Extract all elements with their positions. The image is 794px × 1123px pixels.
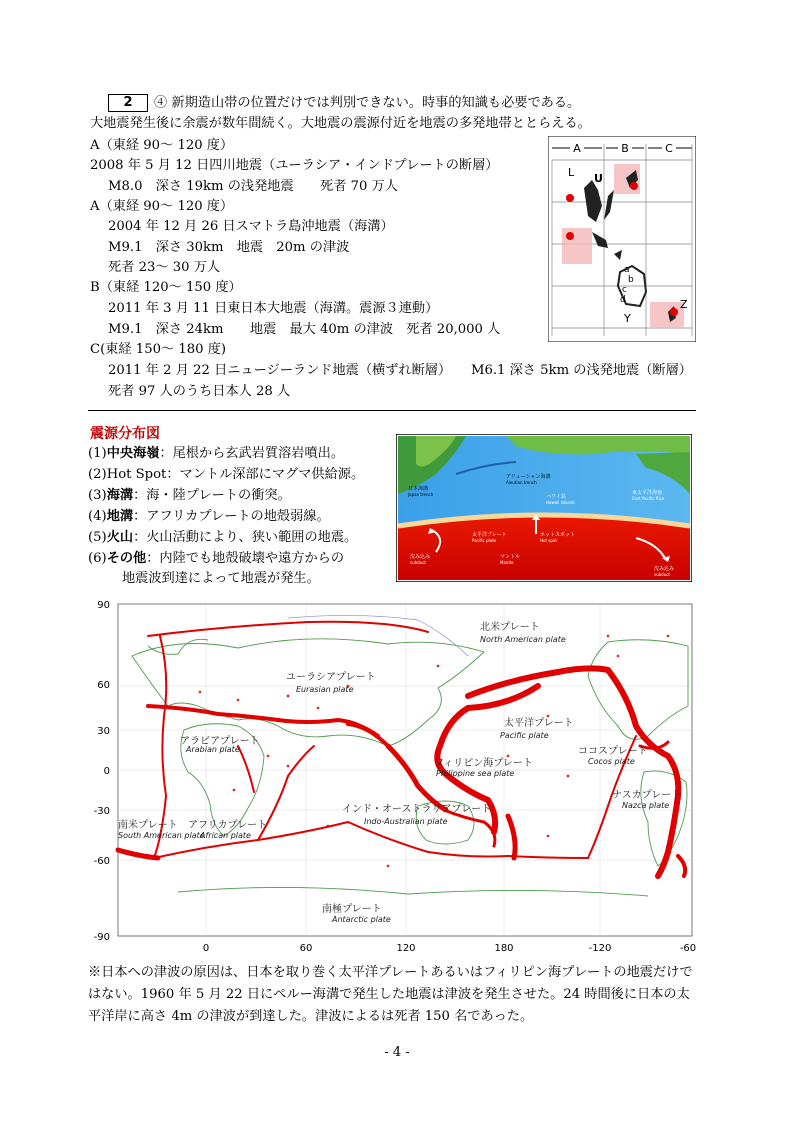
plate-indo-australian: インド・オーストラリアプレート bbox=[342, 804, 492, 815]
plate-philippine-en: Philippine sea plate bbox=[436, 769, 515, 778]
sources-heading: 震源分布図 bbox=[90, 426, 160, 442]
source-num-2: (2) bbox=[88, 467, 107, 482]
source-item-3 bbox=[88, 488, 291, 504]
source-item-2 bbox=[88, 467, 364, 483]
source-term-6: その他 bbox=[106, 551, 147, 566]
x-tick-60: 60 bbox=[299, 943, 313, 952]
source-item-6-cont: 地震波到達によって地震が発生。 bbox=[122, 571, 320, 586]
label-subduct-right: 沈み込み bbox=[654, 566, 675, 572]
plate-north-american: 北米プレート bbox=[480, 622, 540, 633]
plate-pacific: 太平洋プレート bbox=[504, 718, 574, 729]
plate-philippine: フィリピン海プレート bbox=[434, 758, 533, 769]
intro-line-1 bbox=[108, 94, 580, 112]
source-text-4: ：アフリカプレートの地殻弱線。 bbox=[133, 509, 330, 524]
label-subduct-left-en: subduct bbox=[410, 560, 426, 565]
inset-label-c: c bbox=[622, 285, 627, 295]
quake-line-1: 2008 年 5 月 12 日四川地震（ユーラシア・インドプレートの断層） bbox=[90, 158, 499, 173]
quake-line-5: M9.1 深さ 30km 地震 20m の津波 bbox=[108, 240, 350, 255]
x-tick-m120: -120 bbox=[588, 943, 612, 952]
plate-arabian-en: Arabian plate bbox=[186, 745, 240, 754]
source-item-4 bbox=[88, 509, 330, 525]
label-subduct-left: 沈み込み bbox=[410, 554, 431, 560]
label-hawaii-en: Hawaii Islands bbox=[546, 500, 575, 505]
source-term-5: 火山 bbox=[106, 530, 134, 545]
quake-line-9: M9.1 深さ 24km 地震 最大 40m の津波 死者 20,000 人 bbox=[108, 322, 501, 337]
x-tick-m60: -60 bbox=[679, 943, 697, 952]
inset-col-b: B bbox=[621, 142, 629, 155]
quake-line-2: M8.0 深さ 19km の浅発地震 死者 70 万人 bbox=[108, 179, 398, 194]
plate-south-american: 南米プレート bbox=[118, 820, 178, 831]
inset-col-c: C bbox=[665, 142, 673, 155]
plate-eurasian-en: Eurasian plate bbox=[296, 685, 354, 694]
quake-line-12: 死者 97 人のうち日本人 28 人 bbox=[108, 384, 291, 399]
x-tick-0: 0 bbox=[202, 943, 210, 952]
inset-label-b: b bbox=[628, 275, 634, 285]
plate-indo-australian-en: Indo-Australian plate bbox=[364, 817, 448, 826]
inset-label-l: L bbox=[568, 166, 575, 179]
y-tick-60: 60 bbox=[97, 680, 110, 691]
label-aleutian: アリューシャン海溝 bbox=[506, 474, 551, 480]
label-aleutian-en: Aleutian trench bbox=[506, 480, 537, 485]
plate-antarctic: 南極プレート bbox=[322, 904, 382, 915]
intro-line-2: 大地震発生後に余震が数年間続く。大地震の震源付近を地震の多発地帯ととらえる。 bbox=[90, 116, 591, 131]
quake-line-3: A（東経 90～ 120 度） bbox=[90, 199, 234, 214]
source-text-6: ：内陸でも地殻破壊や遠方からの bbox=[146, 551, 345, 566]
y-tick-m60: -60 bbox=[93, 856, 110, 867]
source-term-1: 中央海嶺 bbox=[106, 446, 160, 461]
source-text-2: ：マントル深部にマグマ供給源。 bbox=[166, 467, 365, 482]
plate-eurasian: ユーラシアプレート bbox=[286, 672, 376, 683]
plate-african: アフリカプレート bbox=[188, 820, 268, 831]
source-item-6 bbox=[88, 551, 344, 567]
label-mantle-en: Mantle bbox=[500, 560, 514, 565]
plate-nazca: ナスカプレート bbox=[612, 790, 682, 801]
source-text-1: ：尾根から玄武岩質溶岩噴出。 bbox=[159, 446, 345, 461]
page-number: - 4 - bbox=[384, 1045, 410, 1060]
label-pacific-plate: 太平洋プレート bbox=[472, 532, 507, 538]
label-hotspot: ホットスポット bbox=[540, 532, 575, 538]
label-pacific-plate-en: Pacific plate bbox=[472, 538, 497, 543]
source-num-4: (4) bbox=[88, 509, 107, 524]
inset-label-d: d bbox=[620, 295, 626, 305]
plate-south-american-en: South American plate bbox=[118, 831, 205, 840]
quake-line-4: 2004 年 12 月 26 日スマトラ島沖地震（海溝） bbox=[108, 219, 394, 234]
quake-line-0: A（東経 90～ 120 度） bbox=[90, 138, 234, 153]
source-num-1: (1) bbox=[88, 446, 107, 461]
plate-cocos: ココスプレート bbox=[578, 746, 648, 757]
quake-line-10: C(東経 150～ 180 度) bbox=[90, 342, 227, 357]
y-tick-m90: -90 bbox=[93, 932, 110, 943]
inset-label-a: a bbox=[624, 265, 630, 275]
x-tick-120: 120 bbox=[396, 943, 416, 952]
y-tick-m30: -30 bbox=[93, 806, 110, 817]
label-rise: 東太平洋海嶺 bbox=[632, 490, 663, 496]
plate-pacific-en: Pacific plate bbox=[500, 731, 549, 740]
source-term-2: Hot Spot bbox=[106, 467, 167, 482]
question-number-box: 2 bbox=[108, 94, 148, 112]
source-text-3: ：海・陸プレートの衝突。 bbox=[133, 488, 291, 503]
plate-cross-section-diagram bbox=[396, 434, 692, 582]
plate-cocos-en: Cocos plate bbox=[588, 757, 635, 766]
label-mantle: マントル bbox=[500, 554, 521, 560]
plate-nazca-en: Nazca plate bbox=[622, 801, 670, 810]
source-num-5: (5) bbox=[88, 530, 107, 545]
quake-line-8: 2011 年 3 月 11 日東日本大地震（海溝。震源３連動） bbox=[108, 301, 439, 316]
label-rise-en: East Pacific Rise bbox=[632, 496, 665, 501]
plate-north-american-en: North American plate bbox=[480, 635, 566, 644]
section-divider bbox=[88, 410, 696, 411]
label-subduct-right-en: subduct bbox=[654, 572, 670, 577]
source-term-3: 海溝 bbox=[106, 488, 134, 503]
source-item-5 bbox=[88, 530, 357, 546]
inset-col-a: A bbox=[573, 142, 581, 155]
source-num-6: (6) bbox=[88, 551, 107, 566]
y-tick-90: 90 bbox=[97, 600, 110, 611]
y-tick-30: 30 bbox=[97, 726, 110, 737]
source-num-3: (3) bbox=[88, 488, 107, 503]
inset-label-z: Z bbox=[680, 298, 688, 311]
source-text-5: ：火山活動により、狭い範囲の地震。 bbox=[133, 530, 358, 545]
label-hawaii: ハワイ島 bbox=[546, 494, 566, 500]
x-tick-180: 180 bbox=[494, 943, 514, 952]
inset-grid-map bbox=[548, 136, 696, 342]
quake-line-6: 死者 23～ 30 万人 bbox=[108, 260, 221, 275]
inset-label-y: Y bbox=[624, 312, 631, 325]
y-tick-0: 0 bbox=[103, 766, 110, 777]
label-japan-trench: 日本海溝 bbox=[408, 486, 429, 492]
label-hotspot-en: Hot spot bbox=[540, 538, 557, 543]
intro-text-1: ④ 新期造山帯の位置だけでは判別できない。時事的知識も必要である。 bbox=[154, 95, 581, 111]
source-term-4: 地溝 bbox=[106, 509, 134, 524]
plate-antarctic-en: Antarctic plate bbox=[332, 915, 391, 924]
world-seismicity-map bbox=[88, 596, 704, 952]
tsunami-note: ※日本への津波の原因は、日本を取り巻く太平洋プレートあるいはフィリピン海プレートの地震だけではない。1960 年 5 月 22 日にペルー海溝で発生した地震は津波を発生させた。24 時間後に日本の太平洋岸に高さ 4m の津波が到達した。津波によるは死者 150 名であった。 bbox=[88, 965, 693, 1024]
source-item-1 bbox=[88, 446, 344, 462]
inset-label-u: U bbox=[594, 172, 603, 185]
plate-african-en: African plate bbox=[200, 831, 251, 840]
plate-arabian: アラビアプレート bbox=[180, 736, 260, 747]
quake-line-11: 2011 年 2 月 22 日ニュージーランド地震（横ずれ断層） M6.1 深さ 5km の浅発地震（断層） bbox=[108, 363, 692, 378]
quake-line-7: B（東経 120～ 150 度） bbox=[90, 280, 242, 295]
label-japan-trench-en: Japan trench bbox=[408, 492, 434, 497]
